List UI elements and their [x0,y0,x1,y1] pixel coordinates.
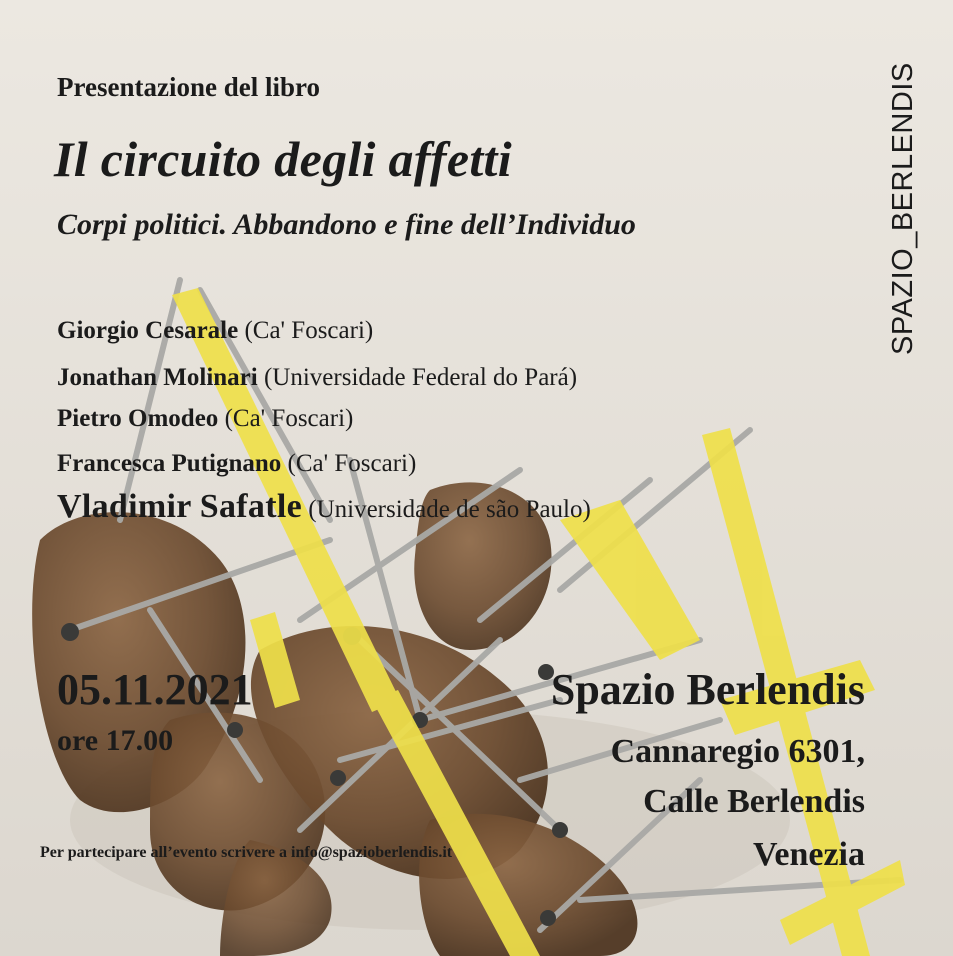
speaker-line [57,317,373,345]
book-title: Il circuito degli affetti [54,131,512,187]
speaker-name: Francesca Putignano [57,450,282,477]
speaker-name: Pietro Omodeo [57,405,219,432]
speaker-affiliation: (Universidade Federal do Pará) [263,364,578,391]
speaker-name: Giorgio Cesarale [57,317,239,344]
speaker-affiliation: (Ca' Foscari) [224,405,354,432]
event-date: 05.11.2021 [57,665,253,714]
venue-address-line: Cannaregio 6301, [610,733,865,770]
venue-address-line: Calle Berlendis [643,783,865,820]
venue-name: Spazio Berlendis [550,665,865,714]
venue-address-line: Venezia [752,836,865,873]
speaker-affiliation: (Ca' Foscari) [244,317,374,344]
speaker-line [57,488,591,526]
speaker-name: Vladimir Safatle [57,488,302,525]
speaker-line [57,450,416,478]
speaker-line [57,364,577,392]
speaker-name: Jonathan Molinari [57,364,258,391]
event-time: ore 17.00 [57,724,174,757]
kicker: Presentazione del libro [57,72,320,102]
speaker-line [57,405,353,433]
book-subtitle: Corpi politici. Abbandono e fine dell’Individuo [57,208,636,241]
speaker-affiliation: (Ca' Foscari) [287,450,417,477]
speaker-affiliation: (Universidade de são Paulo) [308,496,591,523]
brand-vertical: SPAZIO_BERLENDIS [887,62,919,355]
contact-note: Per partecipare all’evento scrivere a info@spazioberlendis.it [40,844,453,861]
